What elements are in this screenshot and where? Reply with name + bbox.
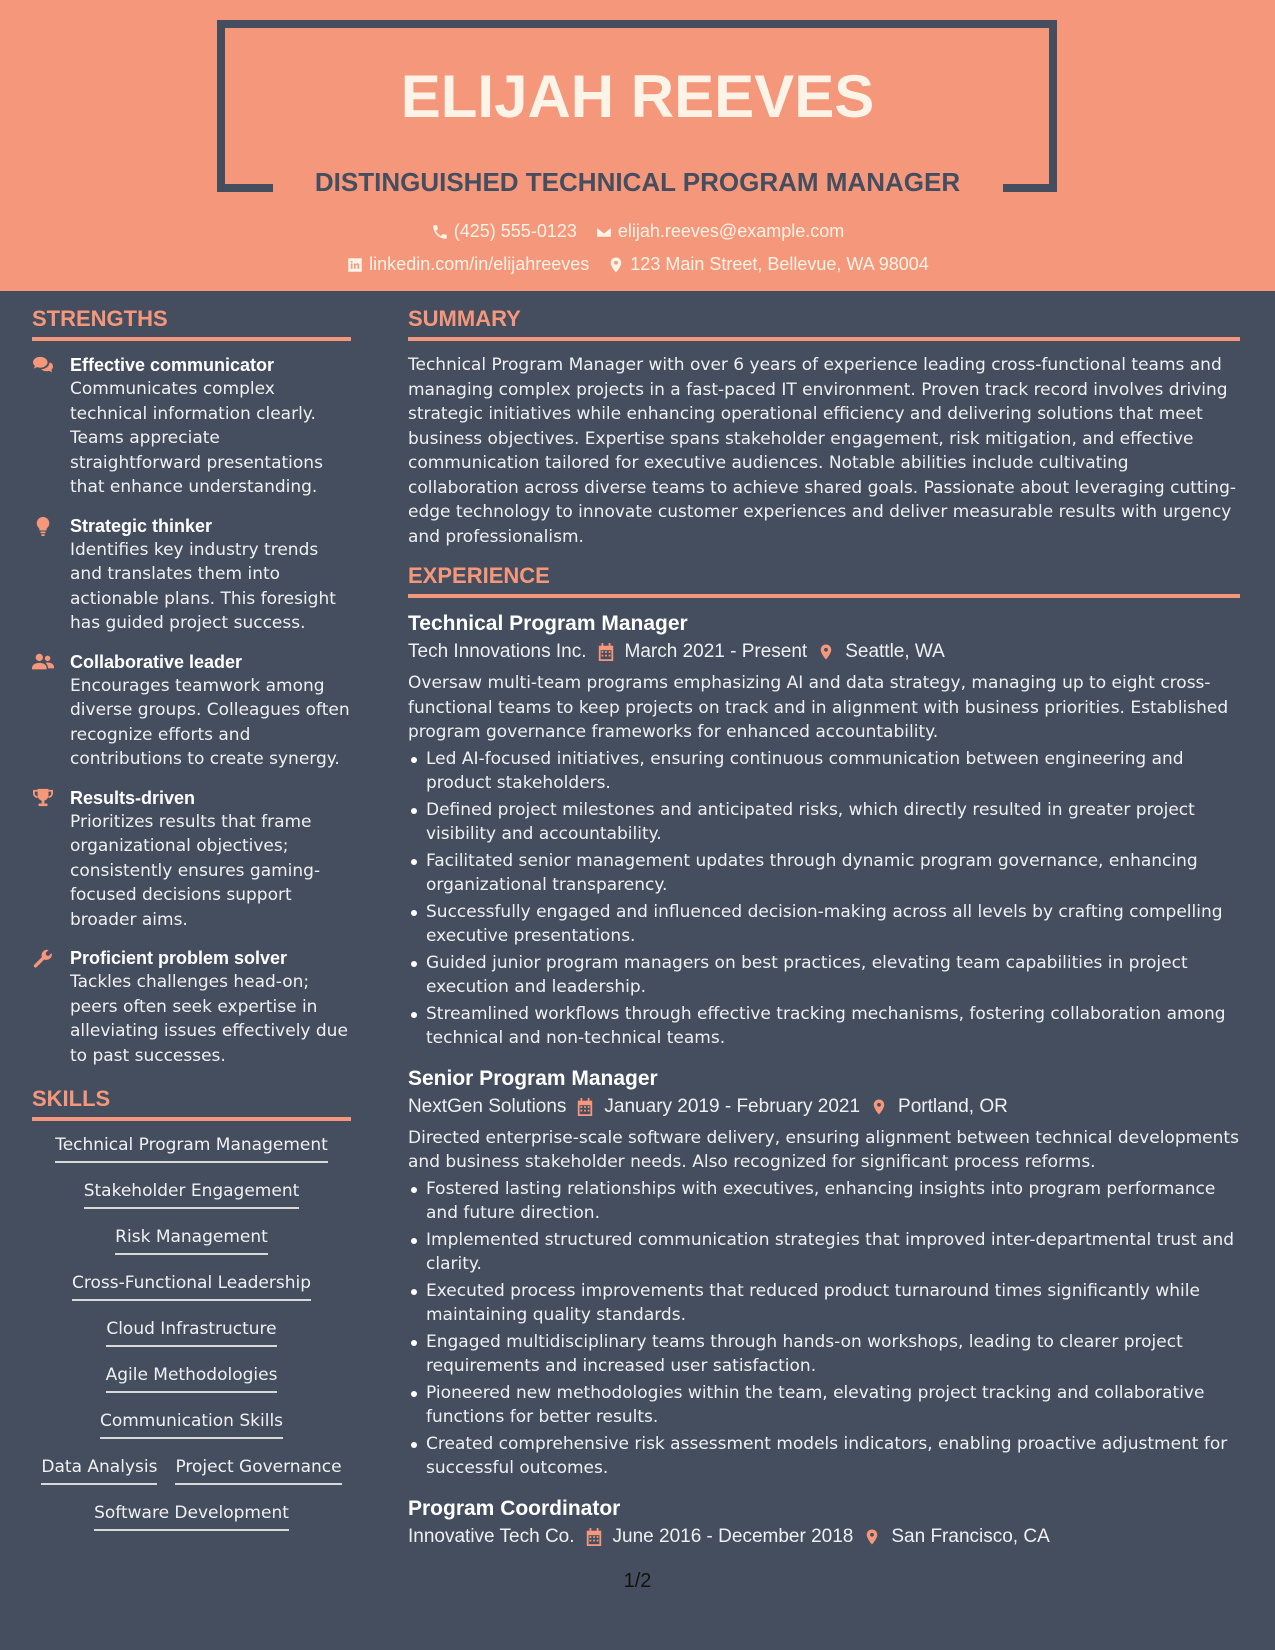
- strength-desc: Encourages teamwork among diverse groups. Colleagues often recognize efforts and contributions to create synergy.: [70, 675, 350, 769]
- wrench-icon: [32, 948, 54, 968]
- skill-tag: Software Development: [94, 1501, 289, 1531]
- strength-desc: Prioritizes results that frame organizational objectives; consistently ensures gaming-focused decisions support broader aims.: [70, 811, 321, 930]
- linkedin-text[interactable]: linkedin.com/in/elijahreeves: [369, 254, 590, 274]
- list-item: Fostered lasting relationships with executives, enhancing insights into program performance and future direction.: [408, 1177, 1240, 1226]
- candidate-role: DISTINGUISHED TECHNICAL PROGRAM MANAGER: [314, 167, 961, 197]
- job-entry: [408, 610, 1240, 1051]
- trophy-icon: [32, 788, 54, 808]
- skills-heading: SKILLS: [32, 1086, 351, 1121]
- envelope-icon: [595, 223, 613, 241]
- list-item: Implemented structured communication strategies that improved inter-departmental trust and clarity.: [408, 1228, 1240, 1277]
- strength-desc: Identifies key industry trends and translates them into actionable plans. This foresight has guided project success.: [70, 539, 336, 633]
- strength-item: [32, 946, 351, 1068]
- job-company: NextGen Solutions: [408, 1095, 567, 1117]
- job-entry: [408, 1065, 1240, 1481]
- job-dates: January 2019 - February 2021: [604, 1095, 861, 1117]
- list-item: Successfully engaged and influenced decision-making across all levels by crafting compelling executive presentations.: [408, 900, 1240, 949]
- summary-heading: SUMMARY: [408, 306, 1240, 341]
- job-location: San Francisco, CA: [891, 1525, 1050, 1547]
- calendar-icon: [576, 1097, 594, 1117]
- email-contact[interactable]: [595, 221, 844, 242]
- candidate-name: ELIJAH REEVES: [400, 63, 875, 130]
- map-marker-icon: [863, 1527, 881, 1547]
- strength-title: Collaborative leader: [70, 651, 243, 672]
- phone-text: (425) 555-0123: [453, 221, 577, 241]
- users-icon: [32, 652, 54, 672]
- strength-item: [32, 786, 351, 933]
- phone-contact: [431, 221, 577, 242]
- job-dates: March 2021 - Present: [624, 641, 808, 662]
- list-item: Executed process improvements that reduced product turnaround times significantly while maintaining quality standards.: [408, 1279, 1240, 1328]
- skill-tag: Data Analysis: [41, 1455, 157, 1485]
- job-meta: [408, 641, 1240, 663]
- job-title: Senior Program Manager: [408, 1066, 658, 1090]
- job-dates: June 2016 - December 2018: [612, 1525, 854, 1547]
- strength-item: [32, 650, 351, 772]
- contact-row: [0, 221, 1275, 242]
- skill-tag: Stakeholder Engagement: [84, 1179, 300, 1209]
- list-item: Led AI-focused initiatives, ensuring continuous communication between engineering and product stakeholders.: [408, 747, 1240, 796]
- list-item: Facilitated senior management updates through dynamic program governance, enhancing organizational transparency.: [408, 849, 1240, 898]
- skill-tag: Cloud Infrastructure: [106, 1317, 276, 1347]
- map-marker-icon: [870, 1097, 888, 1117]
- page-number: 1/2: [623, 1570, 652, 1592]
- skills-list: [32, 1133, 351, 1531]
- list-item: Engaged multidisciplinary teams through hands-on workshops, leading to clearer project requirements and increased user satisfaction.: [408, 1330, 1240, 1379]
- skill-tag: Cross-Functional Leadership: [72, 1271, 311, 1301]
- skill-tag: Project Governance: [175, 1455, 341, 1485]
- linkedin-contact[interactable]: [346, 254, 589, 275]
- strength-desc: Communicates complex technical information clearly. Teams appreciate straightforward presentations that enhance understanding.: [70, 379, 323, 497]
- strengths-heading: STRENGTHS: [32, 306, 351, 341]
- experience-heading: EXPERIENCE: [408, 563, 1240, 598]
- strength-item: [32, 353, 351, 500]
- job-meta: [408, 1526, 1240, 1548]
- job-meta: [408, 1096, 1240, 1118]
- job-entry: [408, 1495, 1240, 1548]
- list-item: Streamlined workflows through effective tracking mechanisms, fostering collaboration among technical and non-technical teams.: [408, 1002, 1240, 1051]
- job-company: Tech Innovations Inc.: [408, 641, 587, 662]
- list-item: Pioneered new methodologies within the team, elevating project tracking and collaborative functions for better results.: [408, 1381, 1240, 1430]
- address-contact: [607, 254, 929, 275]
- strength-item: [32, 514, 351, 636]
- strength-title: Effective communicator: [70, 355, 275, 375]
- job-description: Directed enterprise-scale software delivery, ensuring alignment between technical developments and business stakeholder needs. Also recognized for significant process reforms.: [408, 1127, 1239, 1172]
- linkedin-icon: [346, 256, 364, 274]
- phone-icon: [431, 223, 449, 241]
- contact-row: [0, 254, 1275, 275]
- strength-desc: Tackles challenges head-on; peers often seek expertise in alleviating issues effectively due to past successes.: [70, 972, 348, 1066]
- map-marker-icon: [817, 642, 835, 662]
- comments-icon: [32, 355, 54, 375]
- job-location: Seattle, WA: [845, 641, 945, 662]
- right-column: [408, 306, 1240, 1556]
- email-text[interactable]: elijah.reeves@example.com: [617, 221, 845, 241]
- summary-text: Technical Program Manager with over 6 years of experience leading cross-functional teams and managing complex projects in a fast-paced IT environment. Proven track record involves driving strategic initiatives while enhancing operational efficiency and delivering solutions that meet business objectives. Expertise spans stakeholder engagement, risk mitigation, and effective communication tailored for executive audiences. Notable abilities include cultivating collaboration across diverse teams to achieve shared goals. Passionate about leveraging cutting-edge technology to innovate customer experiences and deliver measurable results with urgency and professionalism.: [408, 355, 1236, 547]
- job-description: Oversaw multi-team programs emphasizing AI and data strategy, managing up to eight cross-functional teams to keep projects on track and in alignment with business priorities. Established program governance frameworks for enhanced accountability.: [408, 673, 1229, 742]
- address-text: 123 Main Street, Bellevue, WA 98004: [630, 254, 929, 274]
- list-item: Created comprehensive risk assessment models indicators, enabling proactive adjustment for successful outcomes.: [408, 1432, 1240, 1481]
- job-location: Portland, OR: [898, 1095, 1008, 1117]
- job-company: Innovative Tech Co.: [408, 1525, 575, 1547]
- header-frame: [217, 20, 1057, 28]
- job-bullets: [408, 1177, 1240, 1481]
- list-item: Defined project milestones and anticipated risks, which directly resulted in greater project visibility and accountability.: [408, 798, 1240, 847]
- skill-tag: Technical Program Management: [55, 1133, 328, 1163]
- skill-tag: Communication Skills: [100, 1409, 283, 1439]
- list-item: Guided junior program managers on best practices, elevating team capabilities in project execution and leadership.: [408, 951, 1240, 1000]
- job-title: Technical Program Manager: [408, 612, 688, 635]
- strength-title: Proficient problem solver: [70, 948, 288, 968]
- resume-header: [0, 0, 1275, 291]
- skill-tag: Risk Management: [115, 1225, 268, 1255]
- lightbulb-icon: [32, 516, 54, 536]
- job-title: Program Coordinator: [408, 1496, 621, 1520]
- calendar-icon: [585, 1527, 603, 1547]
- strength-title: Results-driven: [70, 787, 196, 808]
- strength-title: Strategic thinker: [70, 515, 213, 536]
- job-bullets: [408, 747, 1240, 1051]
- map-marker-icon: [607, 256, 625, 274]
- calendar-icon: [597, 642, 615, 662]
- skill-tag: Agile Methodologies: [106, 1363, 278, 1393]
- left-column: [32, 306, 351, 1531]
